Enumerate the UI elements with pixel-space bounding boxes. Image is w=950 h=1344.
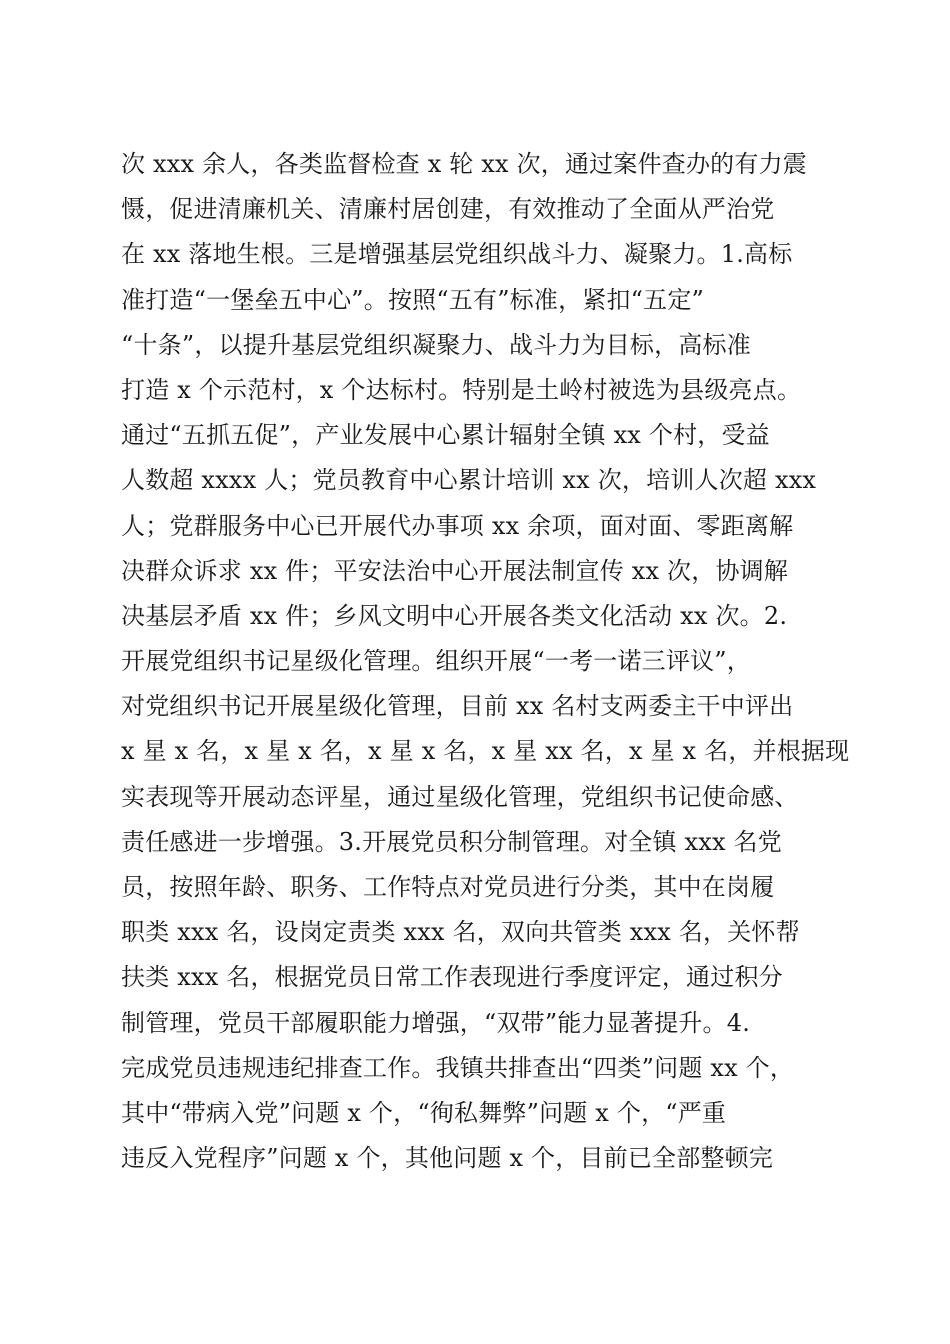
text-line: 实表现等开展动态评星，通过星级化管理，党组织书记使命感、 xyxy=(121,782,799,811)
text-line: 打造 x 个示范村，x 个达标村。特别是土岭村被选为县级亮点。 xyxy=(121,375,802,404)
text-line: 次 xxx 余人，各类监督检查 x 轮 xx 次，通过案件查办的有力震 xyxy=(121,150,807,178)
text-line: 其中“带病入党”问题 x 个，“徇私舞弊”问题 x 个，“严重 xyxy=(121,1098,727,1127)
text-line: 通过“五抓五促”，产业发展中心累计辐射全镇 xx 个村，受益 xyxy=(121,421,770,450)
text-line: 决群众诉求 xx 件；平安法治中心开展法制宣传 xx 次，协调解 xyxy=(121,556,789,585)
body-text xyxy=(121,142,850,1181)
text-line: 人数超 xxxx 人；党员教育中心累计培训 xx 次，培训人次超 xxx xyxy=(121,466,817,495)
text-line: 职类 xxx 名，设岗定责类 xxx 名，双向共管类 xxx 名，关怀帮 xyxy=(121,918,800,947)
text-line: 人；党群服务中心已开展代办事项 xx 余项，面对面、零距离解 xyxy=(121,511,794,540)
text-line: 完成党员违规违纪排查工作。我镇共排查出“四类”问题 xx 个， xyxy=(121,1053,795,1082)
text-line: 违反入党程序”问题 x 个，其他问题 x 个，目前已全部整顿完 xyxy=(121,1144,774,1173)
text-line: 扶类 xxx 名，根据党员日常工作表现进行季度评定，通过积分 xyxy=(121,963,783,992)
text-line: “十条”，以提升基层党组织凝聚力、战斗力为目标，高标准 xyxy=(121,330,751,359)
text-line: 开展党组织书记星级化管理。组织开展“一考一诺三评议”， xyxy=(121,647,751,676)
text-line: 责任感进一步增强。3.开展党员积分制管理。对全镇 xxx 名党 xyxy=(121,827,782,856)
text-line: 员，按照年龄、职务、工作特点对党员进行分类，其中在岗履 xyxy=(121,873,775,901)
text-line: 决基层矛盾 xx 件；乡风文明中心开展各类文化活动 xx 次。2. xyxy=(121,601,788,630)
text-line: 制管理，党员干部履职能力增强，“双带”能力显著提升。4. xyxy=(121,1008,751,1037)
text-line: 在 xx 落地生根。三是增强基层党组织战斗力、凝聚力。1.高标 xyxy=(121,240,793,269)
text-line: 对党组织书记开展星级化管理，目前 xx 名村支两委主干中评出 xyxy=(121,692,794,721)
text-line: 准打造“一堡垒五中心”。按照“五有”标准，紧扣“五定” xyxy=(121,285,705,314)
text-line: x 星 x 名，x 星 x 名，x 星 x 名，x 星 xx 名，x 星 x 名，并根据现 xyxy=(121,737,850,766)
text-line: 慑，促进清廉机关、清廉村居创建，有效推动了全面从严治党 xyxy=(121,195,775,224)
